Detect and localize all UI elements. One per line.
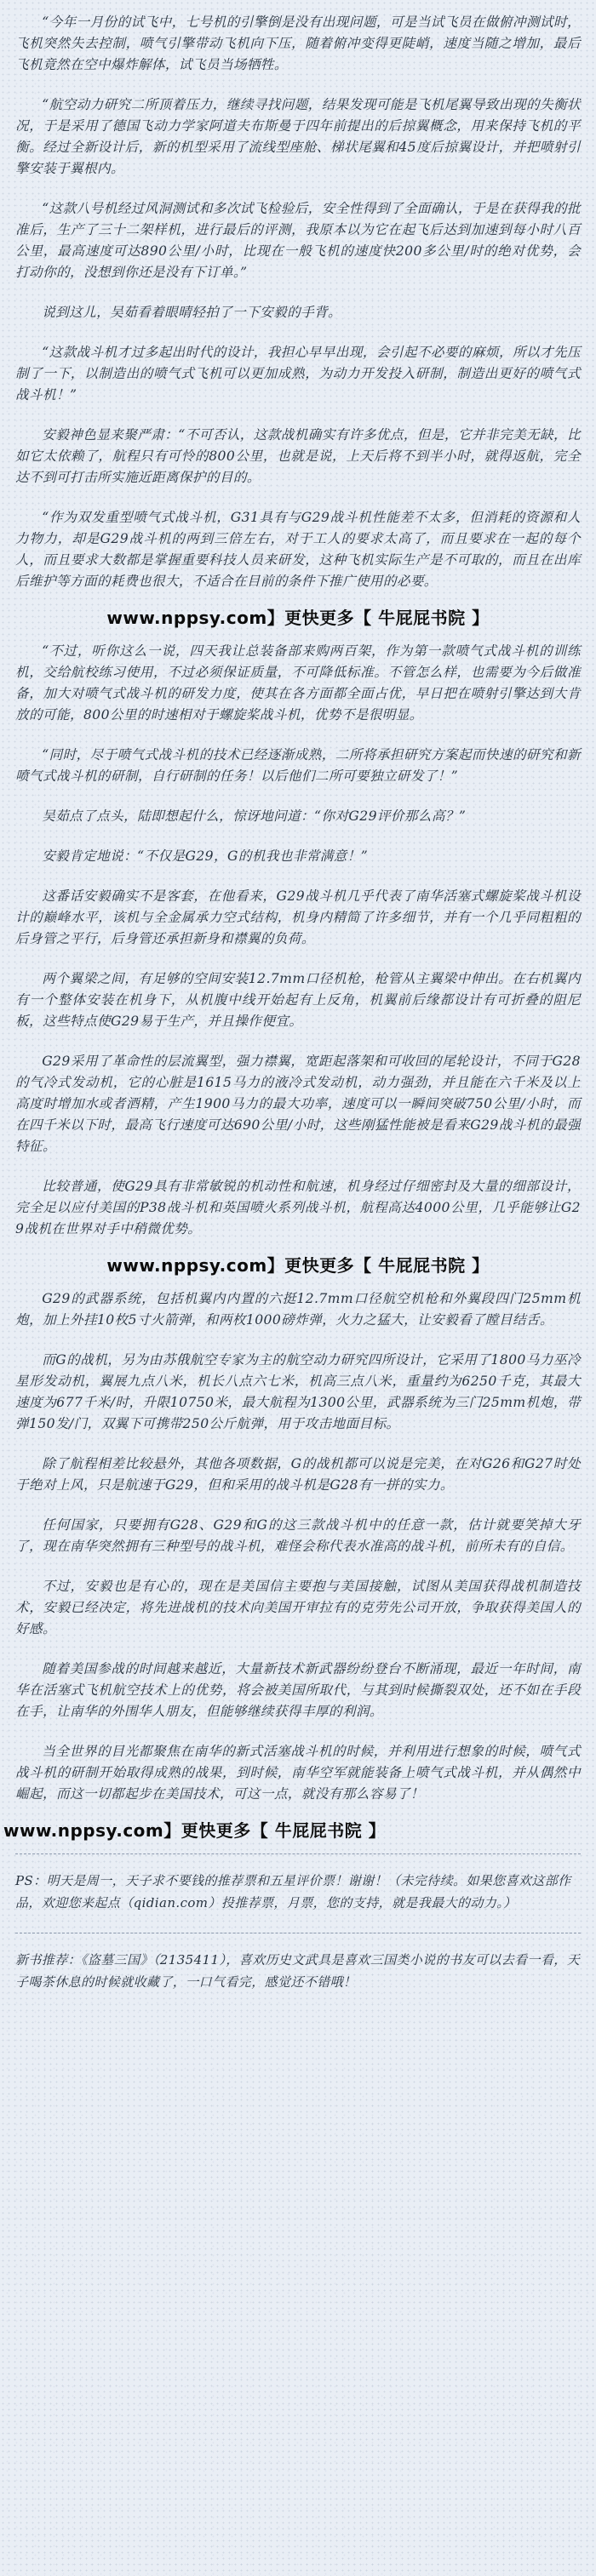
site-watermark: www.nppsy.com】更快更多【 牛屁屁书院 】 [106,608,490,628]
paragraph: “作为双发重型喷气式战斗机，G31具有与G29战斗机性能差不太多，但消耗的资源和人力物力，却是G29战斗机的两到三倍左右，对于工人的要求太高了，而且要求在一起的每个人，而且要求大数都是掌握重要科技人员来研发，这种飞机实际生产是不可取的，而且在出库后维护等方面的耗费也很大，不适合在目前的条件下推广使用的必要。 [15,510,581,589]
paragraph: G29采用了革命性的层流翼型，强力襟翼，宽距起落架和可收回的尾轮设计，不同于G28的气冷式发动机，它的心脏是1615马力的液冷式发动机，动力强劲，并且能在六千米及以上高度时增加水或者酒精，产生1900马力的最大功率，速度可以一瞬间突破750公里/小时，而在四千米以下时，最高飞行速度可达690公里/小时，这些刚猛性能被是看来G29战斗机的最强特征。 [15,1054,581,1154]
paragraph: 任何国家，只要拥有G28、G29和G的这三款战斗机中的任意一款，估计就要笑掉大牙了，现在南华突然拥有三种型号的战斗机，难怪会称代表水准高的战斗机，前所未有的自信。 [15,1517,581,1554]
paragraph: 安毅肯定地说：“不仅是G29，G的机我也非常满意！” [42,848,369,864]
author-postscript: PS：明天是周一，天子求不要钱的推荐票和五星评价票！谢谢！（未完待续。如果您喜欢这部作品，欢迎您来起点（qidian.com）投推荐票，月票，您的支持，就是我最大的动力。） [15,1873,571,1911]
paragraph: “这款战斗机才过多起出时代的设计，我担心早早出现，会引起不必要的麻烦，所以才先压制了一下，以制造出的喷气式飞机可以更加成熟，为动力开发投入研制，制造出更好的喷气式战斗机！” [15,345,581,403]
paragraph: 安毅神色显来聚严肃：“不可否认，这款战机确实有许多优点，但是，它并非完美无缺，比如它太依赖了，航程只有可怜的800公里，也就是说，上天后将不到半小时，就得返航，完全达不到可打击所实施近距离保护的目的。 [15,427,581,485]
paragraph: “同时，尽于喷气式战斗机的技术已经逐渐成熟，二所将承担研究方案起而快速的研究和新喷气式战斗机的研制，自行研制的任务！以后他们二所可要独立研发了！” [15,747,581,784]
site-watermark: www.nppsy.com】更快更多【 牛屁屁书院 】 [106,1255,490,1276]
paragraph: 两个翼梁之间，有足够的空间安装12.7mm口径机枪，枪管从主翼梁中伸出。在右机翼内有一个整体安装在机身下，从机腹中线开始起有上反角，机翼前后缘都设计有可折叠的阻尼板，这些特点使G29易于生产，并且操作便宜。 [15,971,581,1029]
paragraph: 比较普通，使G29具有非常敏锐的机动性和航速，机身经过仔细密封及大量的细部设计，完全足以应付美国的P38战斗机和英国喷火系列战斗机，航程高达4000公里，几乎能够让G29战机在世界对手中稍微优势。 [15,1179,581,1237]
book-recommendation: 新书推荐：《盗墓三国》（2135411），喜欢历史文武具是喜欢三国类小说的书友可以去看一看，天子喝茶休息的时候就收藏了，一口气看完，感觉还不错哦！ [15,1952,581,1990]
paragraph: “航空动力研究二所顶着压力，继续寻找问题，结果发现可能是飞机尾翼导致出现的失衡状况，于是采用了德国飞动力学家阿道夫布斯曼于四年前提出的后掠翼概念，用来保持飞机的平衡。经过全新设计后，新的机型采用了流线型座舱、梯状尾翼和45度后掠翼设计，并把喷射引擎安装于翼根内。 [15,97,581,176]
paragraph: 而G的战机，另为由苏俄航空专家为主的航空动力研究四所设计，它采用了1800马力巫冷星形发动机，翼展九点八米，机长八点六七米，机高三点八米，重量约为6250千克，其最大速度为677千米/时，升限10750米，最大航程为1300公里，武器系统为三门25mm机炮，带弹150发/门，双翼下可携带250公斤航弹，用于攻击地面目标。 [15,1352,581,1431]
paragraph: 当全世界的目光都聚焦在南华的新式活塞战斗机的时候，并利用进行想象的时候，喷气式战斗机的研制开始取得成熟的战果，到时候，南华空军就能装备上喷气式战斗机，并从偶然中崛起，而这一切都起步在美国技术，可这一点，就没有那么容易了！ [15,1744,581,1802]
site-watermark: www.nppsy.com】更快更多【 牛屁屁书院 】 [3,1820,387,1841]
paragraph: 随着美国参战的时间越来越近，大量新技术新武器纷纷登台不断涌现，最近一年时间，南华在活塞式飞机航空技术上的优势，将会被美国所取代，与其到时候撕裂双处，还不如在手段在手，让南华的外围华人朋友，但能够继续获得丰厚的利润。 [15,1661,581,1719]
paragraph: G29的武器系统，包括机翼内内置的六挺12.7mm口径航空机枪和外翼段四门25mm机炮，加上外挂10枚5寸火箭弹，和两枚1000磅炸弹，火力之猛大，让安毅看了瞠目结舌。 [15,1291,581,1328]
paragraph: “这款八号机经过风洞测试和多次试飞检验后，安全性得到了全面确认，于是在获得我的批准后，生产了三十二架样机，进行最后的评测，我原本以为它在起飞后达到加速到每小时八百公里，最高速度可达890公里/小时，比现在一般飞机的速度快200多公里/时的绝对优势，会打动你的，没想到你还是没有下订单。” [15,201,581,280]
divider [15,1853,581,1854]
paragraph: 吴茹点了点头，陆即想起什么，惊讶地问道：“你对G29评价那么高？” [42,808,467,824]
paragraph: “今年一月份的试飞中，七号机的引擎倒是没有出现问题，可是当试飞员在做俯冲测试时，飞机突然失去控制，喷气引擎带动飞机向下压，随着俯冲变得更陡峭，速度当随之增加，最后飞机竟然在空中爆炸解体，试飞员当场牺牲。 [15,14,581,72]
paragraph: 不过，安毅也是有心的，现在是美国信主要抱与美国接触，试图从美国获得战机制造技术，安毅已经决定，将先进战机的技术向美国开审拉有的克劳先公司开放，争取获得美国人的好感。 [15,1579,581,1636]
paragraph: 除了航程相差比较悬外，其他各项数据，G的战机都可以说是完美，在对G26和G27时处于绝对上风，只是航速于G29，但和采用的战斗机是G28有一拼的实力。 [15,1456,581,1493]
paragraph: 说到这儿，吴茹看着眼晴轻拍了一下安毅的手背。 [42,305,342,320]
paragraph: 这番话安毅确实不是客套，在他看来，G29战斗机几乎代表了南华活塞式螺旋桨战斗机设计的巅峰水平，该机与全金属承力空式结构，机身内精简了许多细节，并有一个几乎同粗粗的后身管之平行，后身管还承担新身和襟翼的负荷。 [15,888,581,946]
paragraph: “不过，听你这么一说，四天我让总装备部来购两百架，作为第一款喷气式战斗机的训练机，交给航校练习使用，不过必须保证质量，不可降低标准。不管怎么样，也需要为今后做准备，加大对喷气式战斗机的研发力度，使其在各方面都全面占优，早日把在喷射引擎达到大肯放的可能，800公里的时速相对于螺旋桨战斗机，优势不是很明显。 [15,643,581,723]
